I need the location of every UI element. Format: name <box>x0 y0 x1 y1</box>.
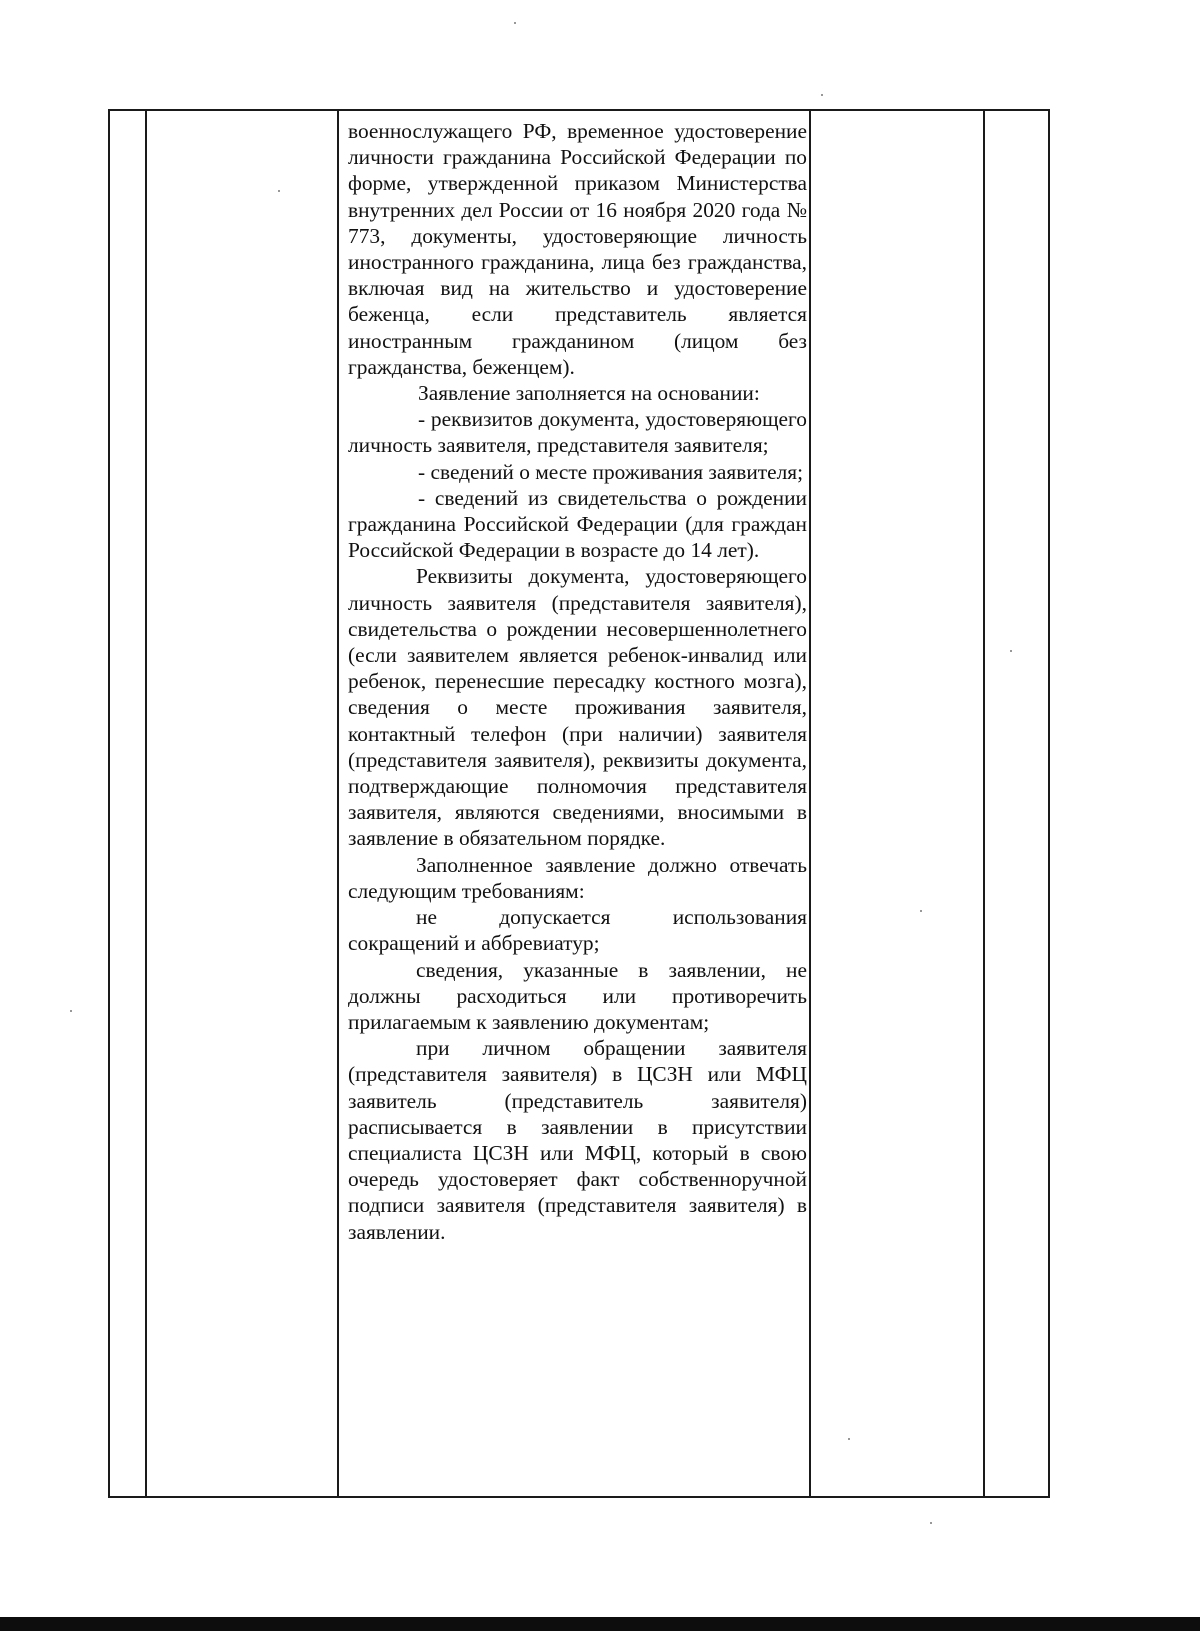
list-item-birth-certificate: - сведений из свидетельства о рождении гражданина Российской Федерации (для граждан Российской Федерации в возрасте до 14 лет). <box>348 485 807 563</box>
table-cell-text <box>348 118 807 1245</box>
table-column-divider-1 <box>145 109 147 1498</box>
requirement-personal-signature: при личном обращении заявителя (представителя заявителя) в ЦСЗН или МФЦ заявитель (представитель заявителя) расписывается в заявлении в присутствии специалиста ЦСЗН или МФЦ, который в свою очередь удостоверяет факт собственноручной подписи заявителя (представителя заявителя) в заявлении. <box>348 1036 807 1244</box>
scan-speck <box>920 910 922 912</box>
table-column-divider-3 <box>809 109 811 1498</box>
table-column-divider-4 <box>983 109 985 1498</box>
requirement-no-abbreviations: не допускается использования сокращений и аббревиатур; <box>348 905 807 956</box>
scan-bottom-edge <box>0 1617 1200 1631</box>
paragraph-requirements-intro: Заполненное заявление должно отвечать следующим требованиям: <box>348 852 807 903</box>
list-item-identity-details: - реквизитов документа, удостоверяющего личность заявителя, представителя заявителя; <box>348 407 807 458</box>
table-column-divider-2 <box>337 109 339 1498</box>
scan-speck <box>278 190 280 192</box>
scan-speck <box>848 1438 850 1440</box>
scan-bottom-edge-segment <box>870 1620 1200 1631</box>
list-item-residence-info: - сведений о месте проживания заявителя; <box>418 459 804 484</box>
paragraph-representative-documents: военнослужащего РФ, временное удостоверение личности гражданина Российской Федерации по форме, утвержденной приказом Министерства внутренних дел России от 16 ноября 2020 года № 773, документы, удостоверяющие личность иностранного гражданина, лица без гражданства, включая вид на жительство и удостоверение беженца, если представитель является иностранным гражданином (лицом без гражданства, беженцем). <box>348 119 807 379</box>
paragraph-application-basis: Заявление заполняется на основании: <box>418 381 760 406</box>
scan-speck <box>514 22 516 24</box>
scan-speck <box>1010 650 1012 652</box>
requirement-consistency: сведения, указанные в заявлении, не должны расходиться или противоречить прилагаемым к заявлению документам; <box>348 957 807 1034</box>
paragraph-mandatory-details: Реквизиты документа, удостоверяющего личность заявителя (представителя заявителя), свидетельства о рождении несовершеннолетнего (если заявителем является ребенок-инвалид или ребенок, перенесшие пересадку костного мозга), сведения о месте проживания заявителя, контактный телефон (при наличии) заявителя (представителя заявителя), реквизиты документа, подтверждающие полномочия представителя заявителя, являются сведениями, вносимыми в заявление в обязательном порядке. <box>348 564 807 851</box>
scan-speck <box>930 1522 932 1524</box>
scan-speck <box>821 94 823 96</box>
scan-speck <box>70 1010 72 1012</box>
